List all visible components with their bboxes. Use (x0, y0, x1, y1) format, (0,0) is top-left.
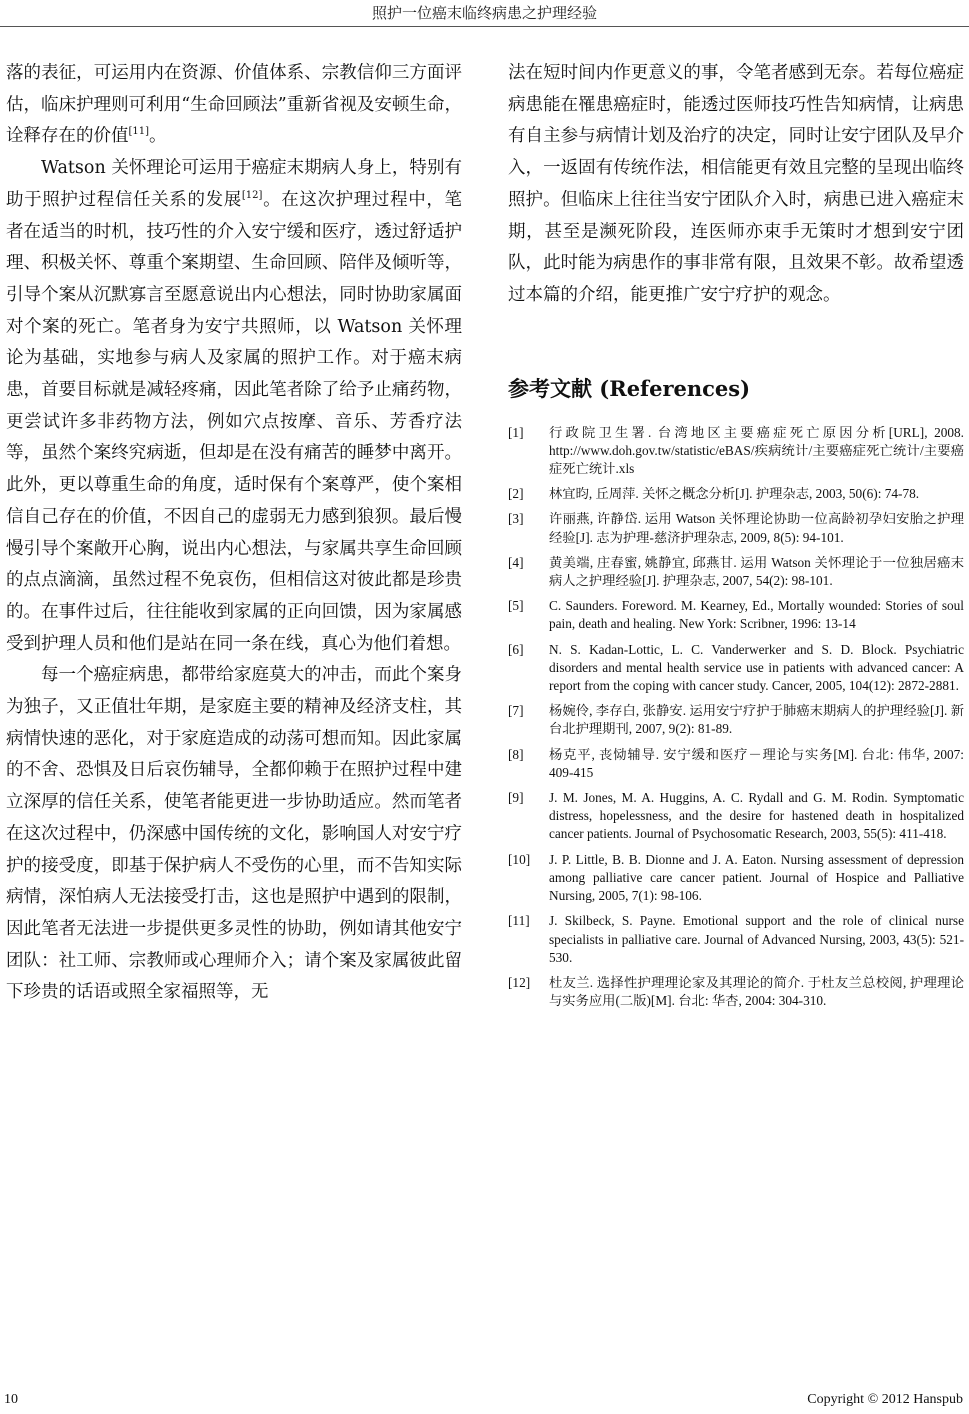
reference-text: 黄美端, 庄春蜜, 姚静宜, 邱燕甘. 运用 Watson 关怀理论于一位独居癌末病人之护理经验[J]. 护理杂志, 2007, 54(2): 98-101. (549, 554, 964, 589)
page-number: 10 (4, 1392, 18, 1407)
reference-item (508, 641, 964, 696)
reference-number: [9] (508, 790, 524, 806)
copyright-notice: Copyright © 2012 Hanspub (807, 1392, 963, 1407)
reference-number: [12] (508, 974, 531, 990)
body-paragraph (6, 58, 462, 153)
reference-text: 林宜昀, 丘周萍. 关怀之概念分析[J]. 护理杂志, 2003, 50(6): 74-78. (549, 486, 920, 502)
citation-marker[interactable]: [12] (241, 189, 263, 201)
left-column (6, 58, 462, 1009)
paragraph-text: 。 (149, 126, 167, 147)
reference-item (508, 485, 964, 503)
citation-marker[interactable]: [11] (128, 126, 150, 138)
reference-item (508, 510, 964, 546)
reference-number: [5] (508, 598, 524, 614)
reference-number: [2] (508, 486, 524, 502)
reference-item (508, 851, 964, 906)
right-column (508, 58, 964, 1017)
reference-number: [10] (508, 851, 531, 867)
reference-text: 杨婉伶, 李存白, 张静安. 运用安宁疗护于肺癌末期病人的护理经验[J]. 新台北护理期刊, 2007, 9(2): 81-89. (549, 703, 964, 737)
reference-number: [8] (508, 746, 524, 762)
references-list (508, 424, 964, 1011)
reference-item (508, 554, 964, 590)
reference-text: N. S. Kadan-Lottic, L. C. Vanderwerker and S. D. Block. Psychiatric disorders and mental health service use in patients with advanced cancer: A report from the coping with cancer study. Cancer, 2005, 104(12): 2872-2881. (549, 641, 964, 694)
reference-number: [11] (508, 913, 530, 929)
reference-text: 许丽燕, 许静岱. 运用 Watson 关怀理论协助一位高龄初孕妇安胎之护理经验[J]. 志为护理-慈济护理杂志, 2009, 8(5): 94-101. (549, 511, 964, 545)
reference-number: [3] (508, 511, 524, 527)
paragraph-text: 。在这次护理过程中，笔者在适当的时机，技巧性的介入安宁缓和医疗，透过舒适护理、积极关怀、尊重个案期望、生命回顾、陪伴及倾听等，引导个案从沉默寡言至愿意说出内心想法，同时协助家属面对个案的死亡。笔者身为安宁共照师，以 Watson 关怀理论为基础，实地参与病人及家属的照护工作。对于癌末病患，首要目标就是减轻疼痛，因此笔者除了给予止痛药物，更尝试许多非药物方法，例如穴点按摩、音乐、芳香疗法等，虽然个案终究病逝，但却是在没有痛苦的睡梦中离开。此外，更以尊重生命的角度，适时保有个案尊严，使个案相信自己存在的价值，不因自己的虚弱无力感到狼狈。最后慢慢引导个案敞开心胸，说出内心想法，与家属共享生命回顾的点点滴滴，虽然过程不免哀伤，但相信这对彼此都是珍贵的。在事件过后，往往能收到家属的正向回馈，因为家属感受到护理人员和他们是站在同一条在线，真心为他们着想。 (6, 189, 463, 654)
reference-number: [6] (508, 641, 524, 657)
references-heading: 参考文献 (References) (508, 375, 751, 401)
body-paragraph (6, 153, 462, 660)
reference-text: 杨克平, 丧恸辅导. 安宁缓和医疗－理论与实务[M]. 台北: 伟华, 2007: 409-415 (549, 746, 964, 780)
reference-text: 杜友兰. 选择性护理理论家及其理论的简介. 于杜友兰总校阅, 护理理论与实务应用(二版)[M]. 台北: 华杏, 2004: 304-310. (549, 974, 964, 1009)
header-divider (0, 26, 969, 27)
paragraph-text: Watson 关怀理论可运用于癌症末期病人身上，特别有助于照护过程信任关系的发展 (6, 158, 462, 210)
reference-text: C. Saunders. Foreword. M. Kearney, Ed., Mortally wounded: Stories of soul pain, death and healing. New York: Scribner, 1996: 13-14 (549, 598, 964, 632)
reference-item (508, 424, 964, 479)
reference-item (508, 974, 964, 1010)
reference-number: [1] (508, 424, 524, 440)
running-header: 照护一位癌末临终病患之护理经验 (371, 4, 597, 22)
reference-text: J. Skilbeck, S. Payne. Emotional support and the role of clinical nurse specialists in palliative care. Journal of Advanced Nursing, 2003, 43(5): 521-530. (549, 913, 964, 965)
body-paragraph: 法在短时间内作更意义的事，令笔者感到无奈。若每位癌症病患能在罹患癌症时，能透过医师技巧性告知病情，让病患有自主参与病情计划及治疗的决定，同时让安宁团队及早介入，一返固有传统作法，相信能更有效且完整的呈现出临终照护。但临床上往往当安宁团队介入时，病患已进入癌症末期，甚至是濒死阶段，连医师亦束手无策时才想到安宁团队，此时能为病患作的事非常有限，且效果不彰。故希望透过本篇的介绍，能更推广安宁疗护的观念。 (508, 63, 964, 305)
body-paragraph: 每一个癌症病患，都带给家庭莫大的冲击，而此个案身为独子，又正值壮年期，是家庭主要的精神及经济支柱，其病情快速的恶化，对于家庭造成的动荡可想而知。因此家属的不舍、恐惧及日后哀伤辅导，全都仰赖于在照护过程中建立深厚的信任关系，使笔者能更进一步协助适应。然而笔者在这次过程中，仍深感中国传统的文化，影响国人对安宁疗护的接受度，即基于保护病人不受伤的心里，而不告知实际病情，深怕病人无法接受打击，这也是照护中遇到的限制，因此笔者无法进一步提供更多灵性的协助，例如请其他安宁团队：社工师、宗教师或心理师介入；请个案及家属彼此留下珍贵的话语或照全家福照等，无 (6, 665, 462, 1003)
reference-item (508, 746, 964, 782)
reference-item (508, 912, 964, 967)
reference-number: [7] (508, 703, 524, 719)
reference-text: 行政院卫生署. 台湾地区主要癌症死亡原因分析[URL], 2008. http://www.doh.gov.tw/statistic/eBAS/疾病统计/主要癌症死亡统计/主要癌症死亡统计.xls (549, 424, 964, 477)
reference-item (508, 597, 964, 633)
reference-text: J. M. Jones, M. A. Huggins, A. C. Rydall and G. M. Rodin. Symptomatic distress, hopelessness, and the desire for hastened death in hospitalized cancer patients. Journal of Psychosomatic Research, 2003, 55(5): 411-418. (549, 790, 964, 842)
reference-item (508, 789, 964, 844)
reference-number: [4] (508, 554, 524, 570)
paragraph-text: 落的表征，可运用内在资源、价值体系、宗教信仰三方面评估，临床护理则可利用“生命回顾法”重新省视及安顿生命，诠释存在的价值 (6, 63, 462, 147)
reference-item (508, 702, 964, 738)
reference-text: J. P. Little, B. B. Dionne and J. A. Eaton. Nursing assessment of depression among palliative care cancer patient. Journal of Hospice and Palliative Nursing, 2005, 7(1): 98-106. (549, 851, 964, 904)
